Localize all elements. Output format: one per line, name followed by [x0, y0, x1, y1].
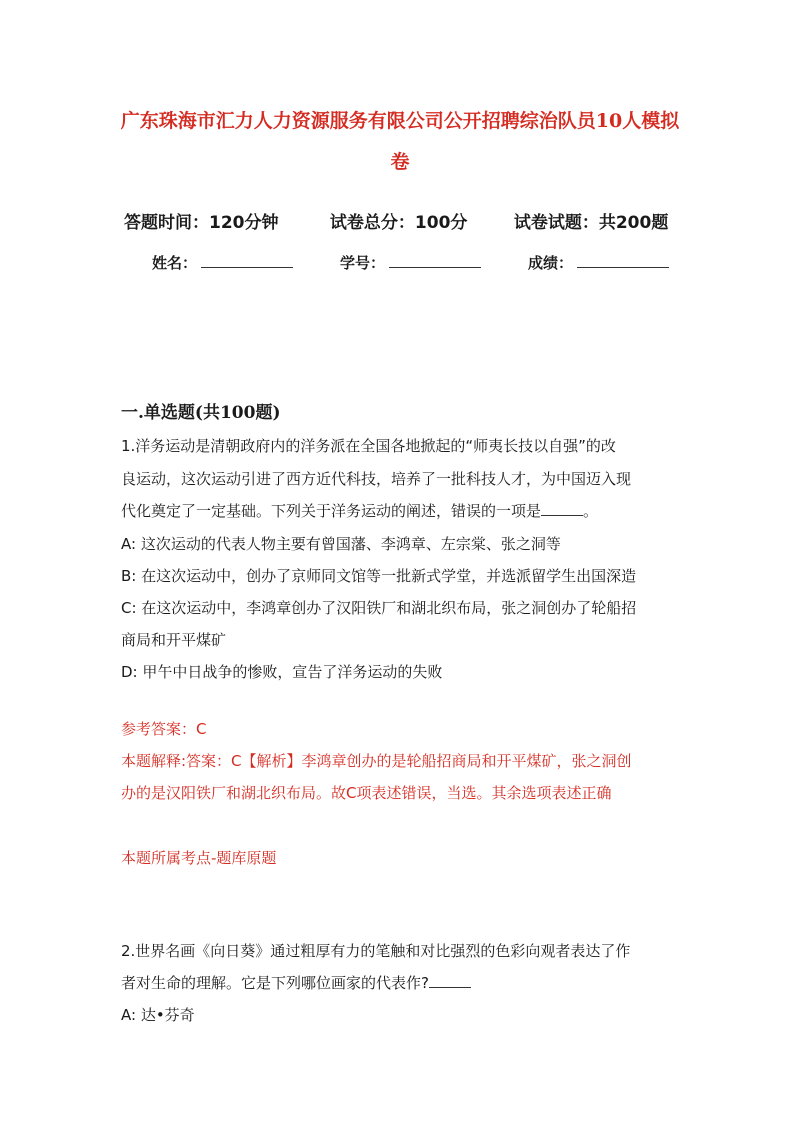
q1-explanation-line2: 办的是汉阳铁厂和湖北织布局。故C项表述错误，当选。其余选项表述正确 — [121, 784, 612, 802]
q1-option-a: A: 这次运动的代表人物主要有曾国藩、李鸿章、左宗棠、张之洞等 — [121, 535, 561, 553]
q1-option-b: B: 在这次运动中，创办了京师同文馆等一批新式学堂，并选派留学生出国深造 — [121, 567, 637, 585]
exam-total-score: 试卷总分：100分 — [329, 213, 468, 233]
q1-answer-blank — [541, 501, 583, 516]
section-heading: 一.单选题(共100题) — [121, 403, 281, 423]
q1-stem-line1: 1.洋务运动是清朝政府内的洋务派在全国各地掀起的“师夷长技以自强”的改 — [121, 437, 616, 455]
name-blank — [201, 253, 293, 268]
exam-time: 答题时间：120分钟 — [124, 213, 279, 233]
q2-stem-line2 — [121, 973, 471, 993]
q1-stem-line3 — [121, 501, 598, 521]
student-id-field — [340, 252, 481, 273]
grade-label: 成绩： — [528, 254, 574, 272]
exam-question-count: 试卷试题：共200题 — [513, 213, 669, 233]
q1-stem-line2: 良运动，这次运动引进了西方近代科技，培养了一批科技人才，为中国迈入现 — [121, 470, 632, 488]
grade-field — [528, 252, 669, 273]
student-id-blank — [389, 253, 481, 268]
exam-title-line2: 卷 — [390, 151, 410, 173]
q2-stem-line1: 2.世界名画《向日葵》通过粗厚有力的笔触和对比强烈的色彩向观者表达了作 — [121, 942, 631, 960]
q1-option-d: D: 甲午中日战争的惨败，宣告了洋务运动的失败 — [121, 663, 443, 681]
q1-option-c-line1: C: 在这次运动中，李鸿章创办了汉阳铁厂和湖北织布局，张之洞创办了轮船招 — [121, 599, 637, 617]
q1-knowledge-point: 本题所属考点-题库原题 — [121, 849, 277, 867]
q1-stem-period: 。 — [583, 502, 599, 520]
q2-stem-text: 者对生命的理解。它是下列哪位画家的代表作? — [121, 974, 429, 992]
grade-blank — [577, 253, 669, 268]
exam-title-line1: 广东珠海市汇力人力资源服务有限公司公开招聘综治队员10人模拟 — [120, 110, 680, 132]
q2-answer-blank — [429, 973, 471, 988]
exam-meta — [124, 208, 684, 233]
q1-explanation-line1: 本题解释:答案：C【解析】李鸿章创办的是轮船招商局和开平煤矿，张之洞创 — [121, 752, 632, 770]
q1-reference-answer: 参考答案：C — [121, 720, 207, 738]
name-label: 姓名： — [152, 254, 198, 272]
name-field — [152, 252, 293, 273]
q2-option-a: A: 达•芬奇 — [121, 1006, 195, 1024]
q1-stem-text: 代化奠定了一定基础。下列关于洋务运动的阐述，错误的一项是 — [121, 502, 542, 520]
student-id-label: 学号： — [340, 254, 386, 272]
q1-option-c-line2: 商局和开平煤矿 — [121, 631, 227, 649]
